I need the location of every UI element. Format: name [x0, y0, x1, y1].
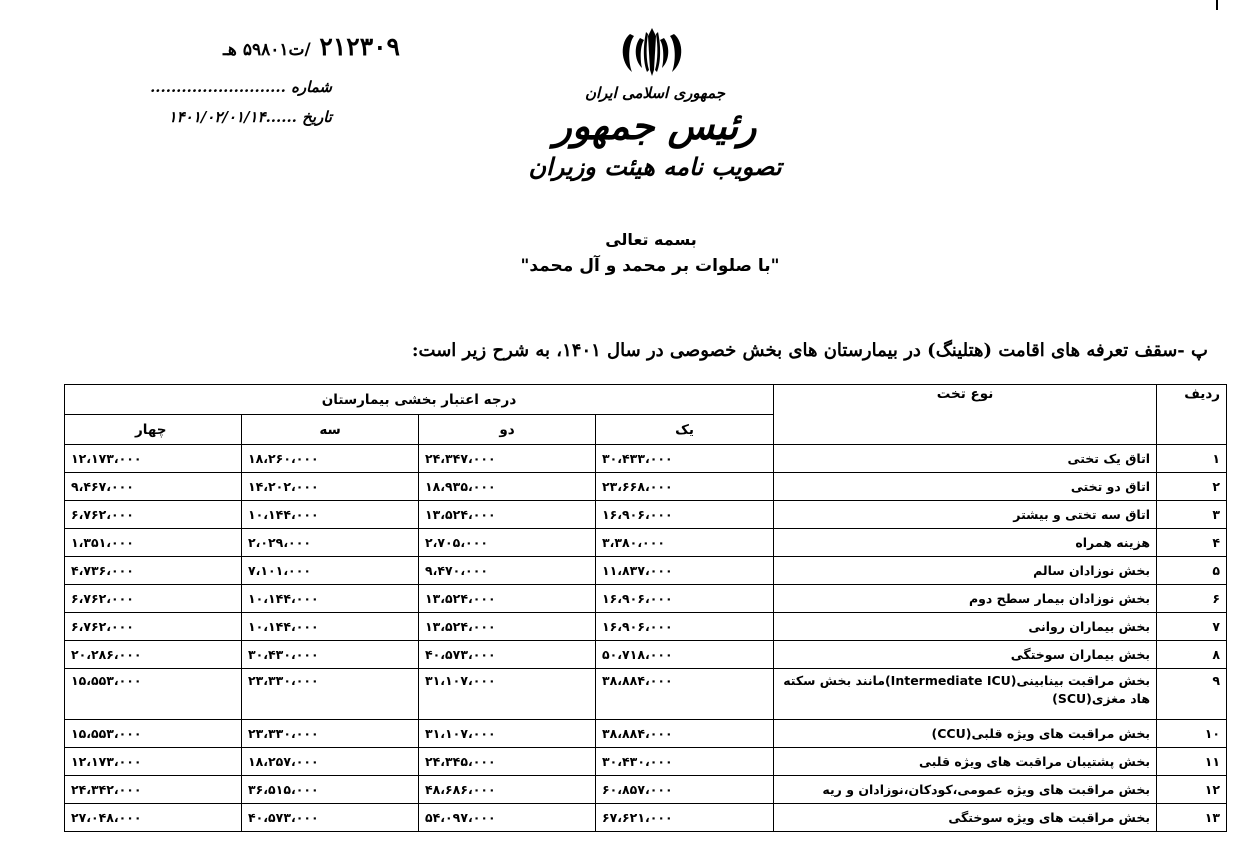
table-row	[65, 748, 1227, 776]
header-bed-type: نوع تخت	[774, 385, 1157, 445]
reference-block	[150, 32, 410, 136]
grade-3-value: ۱۸،۲۶۰،۰۰۰	[242, 445, 419, 473]
header-grade-3: سه	[242, 415, 419, 445]
table-row	[65, 529, 1227, 557]
row-number: ۳	[1157, 501, 1227, 529]
row-number: ۶	[1157, 585, 1227, 613]
grade-2-value: ۴۰،۵۷۳،۰۰۰	[419, 641, 596, 669]
row-number: ۴	[1157, 529, 1227, 557]
row-number: ۷	[1157, 613, 1227, 641]
bed-type: بخش بیماران سوختگی	[774, 641, 1157, 669]
grade-2-value: ۱۳،۵۲۴،۰۰۰	[419, 585, 596, 613]
number-dots: ..........................	[150, 78, 286, 96]
bed-type: بخش نوزادان سالم	[774, 557, 1157, 585]
row-number: ۱۲	[1157, 776, 1227, 804]
table-row	[65, 613, 1227, 641]
grade-2-value: ۱۸،۹۳۵،۰۰۰	[419, 473, 596, 501]
grade-3-value: ۱۰،۱۴۴،۰۰۰	[242, 585, 419, 613]
table-row	[65, 557, 1227, 585]
table-row	[65, 641, 1227, 669]
header-grade-2: دو	[419, 415, 596, 445]
grade-4-value: ۹،۴۶۷،۰۰۰	[65, 473, 242, 501]
number-label: شماره	[291, 78, 332, 96]
grade-4-value: ۲۰،۲۸۶،۰۰۰	[65, 641, 242, 669]
date-value: ......۱۴۰۱/۰۲/۰۱/۱۴	[168, 108, 297, 126]
table-row	[65, 776, 1227, 804]
grade-1-value: ۳،۳۸۰،۰۰۰	[596, 529, 774, 557]
grade-3-value: ۱۸،۲۵۷،۰۰۰	[242, 748, 419, 776]
table-row	[65, 445, 1227, 473]
row-number: ۹	[1157, 669, 1227, 720]
grade-4-value: ۱،۳۵۱،۰۰۰	[65, 529, 242, 557]
header-row-number: ردیف	[1157, 385, 1227, 445]
grade-4-value: ۱۵،۵۵۳،۰۰۰	[65, 720, 242, 748]
grade-3-value: ۲۳،۳۳۰،۰۰۰	[242, 720, 419, 748]
grade-2-value: ۲۴،۳۴۷،۰۰۰	[419, 445, 596, 473]
reference-code: /ت۵۹۸۰۱ هـ	[222, 40, 311, 60]
grade-2-value: ۳۱،۱۰۷،۰۰۰	[419, 669, 596, 720]
grade-3-value: ۱۰،۱۴۴،۰۰۰	[242, 501, 419, 529]
bismillah: بسمه تعالی	[605, 230, 697, 249]
date-label: تاریخ	[302, 108, 332, 126]
grade-3-value: ۱۰،۱۴۴،۰۰۰	[242, 613, 419, 641]
reference-number-line	[223, 32, 400, 61]
bed-type: بخش مراقبت های ویژه عمومی،کودکان،نوزادان و ریه	[774, 776, 1157, 804]
grade-1-value: ۳۸،۸۸۴،۰۰۰	[596, 669, 774, 720]
tariff-table-body	[65, 445, 1227, 832]
header-grade-4: چهار	[65, 415, 242, 445]
grade-4-value: ۱۵،۵۵۳،۰۰۰	[65, 669, 242, 720]
row-number: ۱۱	[1157, 748, 1227, 776]
grade-1-value: ۳۰،۴۳۳،۰۰۰	[596, 445, 774, 473]
grade-4-value: ۴،۷۳۶،۰۰۰	[65, 557, 242, 585]
grade-1-value: ۶۰،۸۵۷،۰۰۰	[596, 776, 774, 804]
grade-3-value: ۳۰،۴۳۰،۰۰۰	[242, 641, 419, 669]
grade-1-value: ۵۰،۷۱۸،۰۰۰	[596, 641, 774, 669]
grade-1-value: ۱۶،۹۰۶،۰۰۰	[596, 585, 774, 613]
grade-4-value: ۲۷،۰۴۸،۰۰۰	[65, 804, 242, 832]
country-name: جمهوری اسلامی ایران	[584, 84, 726, 102]
bed-type: بخش مراقبت های ویژه سوختگی	[774, 804, 1157, 832]
row-number: ۵	[1157, 557, 1227, 585]
grade-1-value: ۲۳،۶۶۸،۰۰۰	[596, 473, 774, 501]
header-grade-group: درجه اعتبار بخشی بیمارستان	[65, 385, 774, 415]
bed-type: بخش نوزادان بیمار سطح دوم	[774, 585, 1157, 613]
grade-4-value: ۱۲،۱۷۳،۰۰۰	[65, 445, 242, 473]
office-title: رئیس جمهور	[553, 103, 757, 148]
grade-4-value: ۱۲،۱۷۳،۰۰۰	[65, 748, 242, 776]
grade-2-value: ۴۸،۶۸۶،۰۰۰	[419, 776, 596, 804]
number-line	[150, 78, 332, 96]
grade-2-value: ۹،۴۷۰،۰۰۰	[419, 557, 596, 585]
table-row	[65, 501, 1227, 529]
grade-4-value: ۲۴،۳۴۲،۰۰۰	[65, 776, 242, 804]
grade-1-value: ۳۸،۸۸۴،۰۰۰	[596, 720, 774, 748]
iran-emblem-icon	[616, 26, 688, 78]
table-row	[65, 720, 1227, 748]
bed-type: بخش مراقبت بینابینی(Intermediate ICU)مانند بخش سکته هاد مغزی(SCU)	[774, 669, 1157, 720]
bed-type: اتاق دو تختی	[774, 473, 1157, 501]
bed-type: بخش مراقبت های ویژه قلبی(CCU)	[774, 720, 1157, 748]
salawat: "با صلوات بر محمد و آل محمد"	[520, 256, 780, 276]
corner-mark	[1216, 0, 1218, 10]
row-number: ۲	[1157, 473, 1227, 501]
reference-number: ۲۱۲۳۰۹	[319, 32, 400, 61]
grade-3-value: ۲،۰۲۹،۰۰۰	[242, 529, 419, 557]
grade-1-value: ۱۶،۹۰۶،۰۰۰	[596, 501, 774, 529]
grade-2-value: ۱۳،۵۲۴،۰۰۰	[419, 613, 596, 641]
table-row	[65, 585, 1227, 613]
date-line	[169, 108, 332, 126]
grade-1-value: ۶۷،۶۲۱،۰۰۰	[596, 804, 774, 832]
bed-type: اتاق یک تختی	[774, 445, 1157, 473]
table-row	[65, 669, 1227, 720]
grade-1-value: ۱۶،۹۰۶،۰۰۰	[596, 613, 774, 641]
grade-2-value: ۵۴،۰۹۷،۰۰۰	[419, 804, 596, 832]
header-grade-1: یک	[596, 415, 774, 445]
grade-2-value: ۳۱،۱۰۷،۰۰۰	[419, 720, 596, 748]
tariff-table	[64, 384, 1227, 832]
table-header-row	[65, 385, 1227, 415]
row-number: ۱۰	[1157, 720, 1227, 748]
grade-4-value: ۶،۷۶۲،۰۰۰	[65, 585, 242, 613]
grade-3-value: ۲۳،۳۳۰،۰۰۰	[242, 669, 419, 720]
document-type: تصویب نامه هیئت وزیران	[528, 152, 782, 181]
letterhead	[520, 80, 790, 181]
bed-type: بخش پشتیبان مراقبت های ویژه قلبی	[774, 748, 1157, 776]
grade-3-value: ۱۴،۲۰۲،۰۰۰	[242, 473, 419, 501]
grade-2-value: ۲۴،۳۴۵،۰۰۰	[419, 748, 596, 776]
grade-1-value: ۳۰،۴۳۰،۰۰۰	[596, 748, 774, 776]
bed-type: هزینه همراه	[774, 529, 1157, 557]
grade-3-value: ۳۶،۵۱۵،۰۰۰	[242, 776, 419, 804]
grade-3-value: ۴۰،۵۷۳،۰۰۰	[242, 804, 419, 832]
grade-2-value: ۱۳،۵۲۴،۰۰۰	[419, 501, 596, 529]
grade-3-value: ۷،۱۰۱،۰۰۰	[242, 557, 419, 585]
bed-type: اتاق سه تختی و بیشتر	[774, 501, 1157, 529]
table-row	[65, 804, 1227, 832]
grade-2-value: ۲،۷۰۵،۰۰۰	[419, 529, 596, 557]
row-number: ۱۳	[1157, 804, 1227, 832]
bed-type: بخش بیماران روانی	[774, 613, 1157, 641]
intro-paragraph: پ -سقف تعرفه های اقامت (هتلینگ) در بیمارستان های بخش خصوصی در سال ۱۴۰۱، به شرح زیر است:	[411, 340, 1208, 361]
row-number: ۸	[1157, 641, 1227, 669]
row-number: ۱	[1157, 445, 1227, 473]
table-row	[65, 473, 1227, 501]
grade-4-value: ۶،۷۶۲،۰۰۰	[65, 613, 242, 641]
grade-4-value: ۶،۷۶۲،۰۰۰	[65, 501, 242, 529]
grade-1-value: ۱۱،۸۳۷،۰۰۰	[596, 557, 774, 585]
